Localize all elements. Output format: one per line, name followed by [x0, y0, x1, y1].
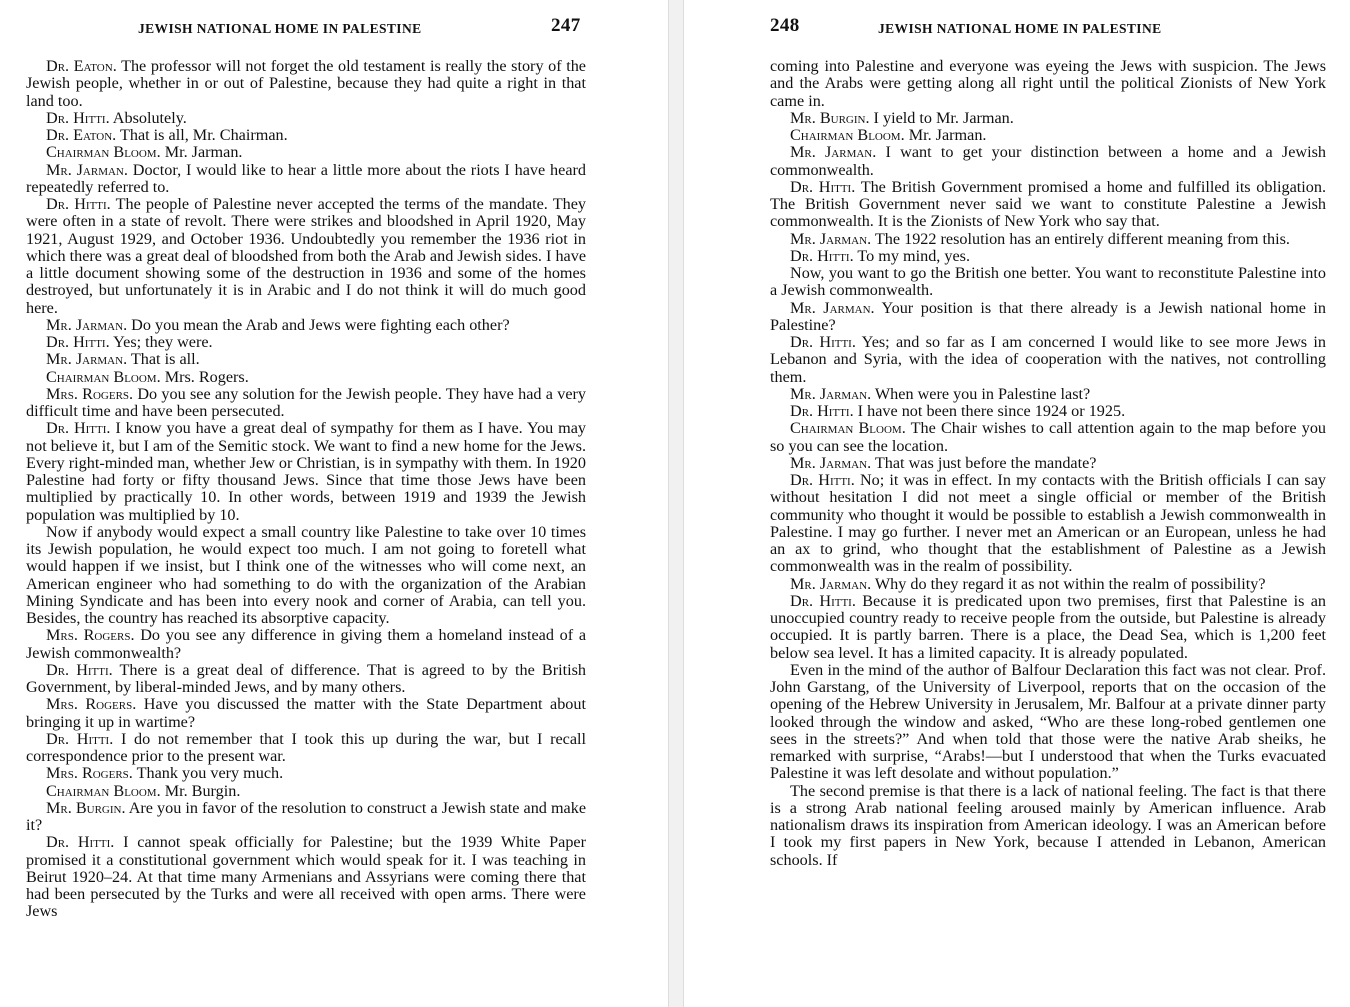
paragraph-text: That is all, Mr. Chairman. [119, 126, 288, 144]
speaker-name: Chairman Bloom. [46, 143, 161, 162]
paragraph [770, 248, 1326, 265]
paragraph [26, 127, 586, 144]
paragraph-text: Mr. Jarman. [908, 126, 987, 144]
speaker-name: Mr. Jarman. [790, 574, 872, 593]
paragraph-text: Mr. Burgin. [164, 781, 241, 800]
paragraph [770, 576, 1326, 593]
speaker-name: Dr. Hitti. [46, 833, 115, 852]
paragraph [26, 420, 586, 524]
paragraph [26, 110, 586, 127]
paragraph-text: Now if anybody would expect a small country like Palestine to take over 10 times its Jewish population, he would expect too much. I am not going to foretell what would happen if we insist, but I think one of the witnesses who will come next, an American engineer who had something to do with the organization of the Arabian Mining Syndicate and has been into every nook and corner of Arabia, can tell you. Besides, the country has reached its absorptive capacity. [26, 522, 586, 627]
speaker-name: Dr. Hitti. [46, 419, 111, 438]
paragraph-text: Doctor, I would like to hear a little more about the riots I have heard repeatedly referred to. [26, 160, 586, 196]
paragraph-text: Yes; they were. [113, 333, 213, 351]
paragraph [26, 196, 586, 317]
paragraph-text: I yield to Mr. Jarman. [873, 108, 1014, 127]
paragraph-text: I know you have a great deal of sympathy for them as I have. You may not believe it, but I am of the Semitic stock. We want to find a new home for the Jews. Every right-minded man, whether Jew or Christian, is in sympathy with them. In 1920 Palestine had forty or fifty thousand Jews. Since that time those Jews have been multiplied by practically 10. In other words, between 1919 and 1939 the Jewish population was multiplied by 10. [26, 419, 587, 524]
paragraph [26, 351, 586, 368]
paragraph-text: Why do they regard it as not within the realm of possibility? [874, 574, 1266, 593]
paragraph [770, 300, 1326, 335]
paragraph [770, 231, 1326, 248]
paragraph-text: There is a great deal of difference. That is agreed to by the British Government, by liberal-minded Jews, and by many others. [26, 660, 586, 696]
paragraph [770, 593, 1326, 662]
speaker-name: Mr. Jarman. [790, 384, 872, 403]
speaker-name: Mr. Burgin. [790, 108, 870, 127]
speaker-name: Chairman Bloom. [790, 126, 905, 144]
paragraph-text: The 1922 resolution has an entirely different meaning from this. [874, 229, 1290, 248]
paragraph [26, 800, 586, 835]
speaker-name: Mr. Jarman. [790, 143, 877, 162]
speaker-name: Chairman Bloom. [46, 367, 161, 386]
paragraph-text: No; it was in effect. In my contacts with the British officials I can say without hesitation I did not meet a single official or member of the British community who thought it would be possible to establish a Jewish commonwealth in Palestine. I may go further. I never met an American or an European, unless he had an ax to grind, who thought that the establishment of Palestine as a Jewish commonwealth was in the realm of possibility. [770, 471, 1327, 576]
paragraph [770, 144, 1326, 179]
paragraph-text: To my mind, yes. [857, 246, 971, 265]
speaker-name: Dr. Hitti. [46, 108, 110, 127]
speaker-name: Dr. Hitti. [790, 471, 855, 489]
paragraph [26, 834, 586, 920]
paragraph [26, 386, 586, 421]
speaker-name: Dr. Hitti. [790, 402, 854, 420]
paragraph [26, 731, 586, 766]
speaker-name: Dr. Hitti. [46, 333, 110, 351]
left-page [0, 0, 668, 1007]
paragraph-text: Have you discussed the matter with the State Department about bringing it up in wartime? [26, 695, 586, 731]
paragraph [770, 386, 1326, 403]
paragraph [770, 179, 1326, 231]
paragraph [26, 144, 586, 161]
paragraph-text: I have not been there since 1924 or 1925. [857, 402, 1126, 420]
paragraph [26, 369, 586, 386]
paragraph-text: The people of Palestine never accepted the terms of the mandate. They were often in a state of revolt. There were strikes and bloodshed in April 1920, May 1921, August 1929, and October 1936. Undoubtedly you remember the 1936 riot in which there was a great deal of bloodshed from both the Arab and Jewish sides. I have a little document showing some of the destruction in 1936 and some of the homes destroyed, but unfortunately it is in Arabic and I do not think it will do much good here. [26, 195, 586, 317]
running-head-title: JEWISH NATIONAL HOME IN PALESTINE [138, 21, 422, 36]
paragraph-text: Thank you very much. [136, 764, 284, 783]
paragraph-text: Mrs. Rogers. [164, 367, 249, 386]
paragraph-text: Your position is that there already is a Jewish national home in Palestine? [770, 298, 1326, 334]
paragraph-text: Mr. Jarman. [164, 143, 243, 162]
paragraph [26, 765, 586, 782]
paragraph [770, 783, 1326, 869]
paragraph [26, 334, 586, 351]
paragraph-text: The second premise is that there is a lack of national feeling. The fact is that there is a strong Arab national feeling aroused mainly by American influence. Arab nationalism draws its inspiration from American ideology. I was an American before I took my first papers in New York, because I attended in Lebanon, American schools. If [770, 781, 1326, 869]
page-text [26, 58, 586, 921]
paragraph-text: I want to get your distinction between a home and a Jewish commonwealth. [770, 143, 1327, 179]
speaker-name: Mr. Burgin. [46, 798, 126, 817]
paragraph [770, 472, 1326, 576]
paragraph [26, 162, 586, 197]
page-number: 247 [551, 15, 581, 36]
running-head [770, 15, 1330, 40]
paragraph-text: Because it is predicated upon two premises, first that Palestine is an unoccupied country ready to receive people from the outside, but Palestine is already occupied. It is partly barren. There is a place, the Dead Sea, which is 1,200 feet below sea level. It has a limited capacity. It is already populated. [770, 591, 1327, 662]
speaker-name: Dr. Hitti. [790, 246, 854, 265]
speaker-name: Dr. Hitti. [790, 333, 856, 351]
paragraph-text: Even in the mind of the author of Balfour Declaration this fact was not clear. Prof. John Garstang, of the University of Liverpool, reports that on the occasion of the opening of the Hebrew University in Jerusalem, Mr. Balfour at a private dinner party looked through the window and asked, “Who are these long-robed gentlemen one sees in the streets?” And when told that those were the native Arab sheiks, he remarked with surprise, “Arabs!—but I understood that when the Turks evacuated Palestine it was left desolate and without population.” [770, 660, 1326, 783]
paragraph-text: That was just before the mandate? [874, 453, 1097, 472]
speaker-name: Mr. Jarman. [46, 160, 128, 179]
paragraph-text: The professor will not forget the old testament is really the story of the Jewish people, whether in or out of Palestine, because they had quite a right in that land too. [26, 57, 586, 110]
page-gutter [668, 0, 684, 1007]
speaker-name: Mrs. Rogers. [46, 384, 134, 403]
paragraph [26, 696, 586, 731]
page-number: 248 [770, 15, 800, 36]
paragraph [770, 58, 1326, 110]
speaker-name: Mr. Jarman. [46, 350, 128, 369]
paragraph [26, 627, 586, 662]
speaker-name: Chairman Bloom. [790, 419, 906, 438]
right-page [684, 0, 1350, 1007]
speaker-name: Dr. Hitti. [46, 195, 111, 213]
paragraph [770, 455, 1326, 472]
speaker-name: Mr. Jarman. [46, 315, 128, 334]
speaker-name: Mrs. Rogers. [46, 626, 135, 645]
paragraph [26, 662, 586, 697]
paragraph [770, 334, 1326, 386]
speaker-name: Dr. Hitti. [46, 729, 114, 748]
speaker-name: Mr. Jarman. [790, 229, 872, 248]
paragraph [770, 403, 1326, 420]
paragraph-text: Are you in favor of the resolution to construct a Jewish state and make it? [26, 798, 587, 834]
speaker-name: Dr. Eaton. [46, 126, 117, 144]
speaker-name: Mrs. Rogers. [46, 764, 133, 783]
speaker-name: Dr. Eaton. [46, 57, 117, 75]
paragraph [770, 110, 1326, 127]
speaker-name: Dr. Hitti. [790, 591, 856, 610]
paragraph-text: The Chair wishes to call attention again to the map before you so you can see the location. [770, 419, 1327, 455]
paragraph-text: Do you mean the Arab and Jews were fighting each other? [131, 315, 510, 334]
running-head [26, 15, 586, 40]
paragraph-text: Now, you want to go the British one better. You want to reconstitute Palestine into a Jewish commonwealth. [770, 264, 1326, 300]
paragraph [26, 524, 586, 628]
paragraph-text: The British Government promised a home and fulfilled its obligation. The British Government never said we want to constitute Palestine a Jewish commonwealth. It is the Zionists of New York who say that. [770, 177, 1326, 231]
paragraph [26, 783, 586, 800]
paragraph-text: I cannot speak officially for Palestine; but the 1939 White Paper promised it a constitutional government which would speak for it. I was teaching in Beirut 1920–24. At that time many Armenians and Assyrians were coming there that had been persecuted by the Turks and were all received with open arms. There were Jews [26, 833, 587, 921]
speaker-name: Mr. Jarman. [790, 453, 872, 472]
paragraph [770, 662, 1326, 783]
paragraph-text: Do you see any solution for the Jewish people. They have had a very difficult time and have been persecuted. [26, 384, 586, 420]
paragraph [770, 265, 1326, 300]
speaker-name: Mrs. Rogers. [46, 695, 137, 714]
page-text [770, 58, 1326, 869]
paragraph-text: That is all. [130, 350, 200, 369]
paragraph-text: coming into Palestine and everyone was eyeing the Jews with suspicion. The Jews and the Arabs were getting along all right until the political Zionists of New York came in. [770, 57, 1326, 110]
paragraph-text: Yes; and so far as I am concerned I would like to see more Jews in Lebanon and Syria, with the idea of cooperation with the natives, not controlling them. [770, 333, 1327, 386]
paragraph-text: When were you in Palestine last? [874, 384, 1091, 403]
paragraph-text: Do you see any difference in giving them a homeland instead of a Jewish commonwealth? [26, 626, 587, 662]
speaker-name: Mr. Jarman. [790, 298, 875, 317]
speaker-name: Dr. Hitti. [790, 177, 856, 196]
paragraph [770, 127, 1326, 144]
running-head-title: JEWISH NATIONAL HOME IN PALESTINE [878, 21, 1162, 36]
speaker-name: Dr. Hitti. [46, 660, 113, 679]
paragraph-text: I do not remember that I took this up during the war, but I recall correspondence prior to the present war. [26, 729, 587, 765]
paragraph-text: Absolutely. [112, 108, 187, 127]
speaker-name: Chairman Bloom. [46, 781, 161, 800]
paragraph [26, 317, 586, 334]
paragraph [26, 58, 586, 110]
paragraph [770, 420, 1326, 455]
